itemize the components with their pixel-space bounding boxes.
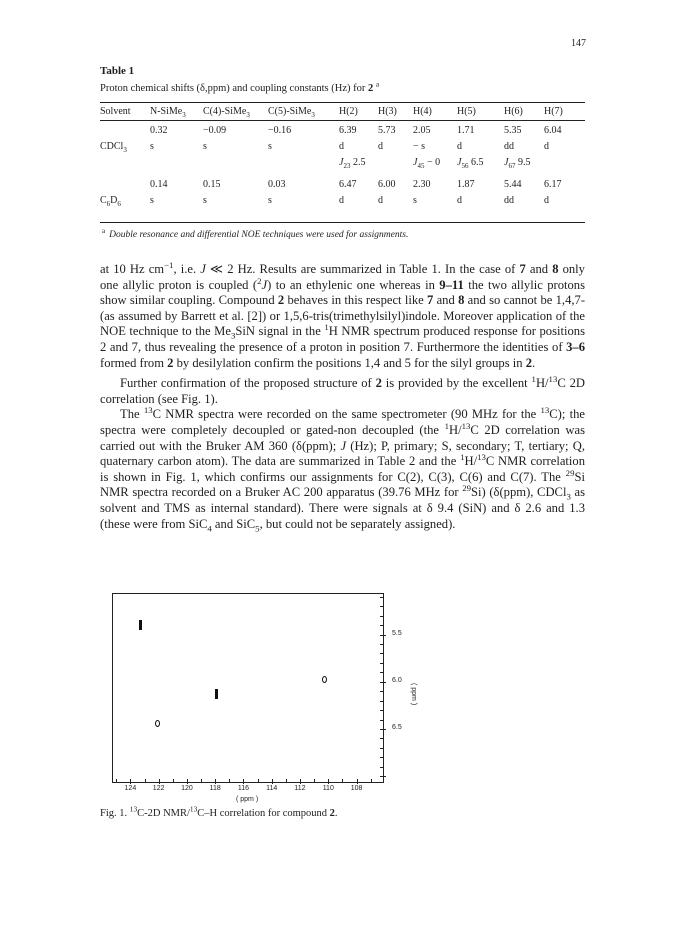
header-h6: H(6) bbox=[504, 106, 523, 117]
y-tick bbox=[380, 701, 383, 702]
table-cell: s bbox=[150, 195, 154, 206]
y-tick bbox=[380, 738, 383, 739]
table-cell: d bbox=[378, 141, 383, 152]
x-tick bbox=[286, 779, 287, 782]
coupling-j67: $J_{67}$ 9.5 bbox=[504, 157, 531, 170]
table-cell: 1.71 bbox=[457, 125, 475, 136]
x-tick-label: 124 bbox=[124, 785, 137, 792]
table-caption: Proton chemical shifts (δ,ppm) and coupling constants (Hz) for 2 $^a$ bbox=[100, 79, 380, 94]
table-cell: 1.87 bbox=[457, 179, 475, 190]
x-tick-label: 112 bbox=[294, 785, 306, 792]
paragraph-2: Further confirmation of the proposed structure of 2 is provided by the excellent $^1$H/$^{13}$C 2D correlation (see Fig. 1). bbox=[100, 373, 585, 406]
solvent-cdcl3: CDCl$_3$ bbox=[100, 141, 127, 154]
table-footnote bbox=[102, 227, 408, 240]
correlation-peak bbox=[155, 720, 160, 727]
table-cell: s bbox=[413, 195, 417, 206]
x-tick-label: 120 bbox=[181, 785, 193, 792]
y-tick-label: 6.5 bbox=[392, 724, 402, 732]
x-tick-label: 122 bbox=[152, 785, 165, 792]
paragraph-3: The $^{13}$C NMR spectra were recorded on the same spectrometer (90 MHz for the $^{13}$C); the spectra were completely decoupled or gated-non decoupled (the $^1$H/$^{13}$C 2D correlation was carried out with the Bruker AM 360 (δ(ppm); J (Hz); P, primary; S, secondary; T, tertiary; Q, quaternary carbon atom). The data are summarized in Table 2 and the $^1$H/$^{13}$C NMR correlation is shown in Fig. 1, which confirms our assignments for C(2), C(3), C(6) and C(7). The $^{29}$Si NMR spectra recorded on a Bruker AC 200 apparatus (39.76 MHz for $^{29}$Si) (δ(ppm), CDCl$_3$ as solvent and TMS as internal standard). There were signals at δ 9.4 (SiN) and δ 2.6 and 1.3 (these were from SiC$_4$ and SiC$_5$, but could not be separately assigned). bbox=[100, 405, 586, 534]
table-cell: d bbox=[544, 141, 549, 152]
header-h2: H(2) bbox=[339, 106, 358, 117]
table-cell: d bbox=[378, 195, 383, 206]
header-h3: H(3) bbox=[378, 106, 397, 117]
x-tick bbox=[187, 779, 188, 784]
y-tick bbox=[380, 644, 383, 645]
x-tick-label: 108 bbox=[350, 785, 363, 792]
y-tick bbox=[380, 691, 383, 692]
x-tick-label: 114 bbox=[266, 785, 278, 792]
y-tick bbox=[380, 729, 386, 730]
x-tick bbox=[229, 779, 230, 782]
header-c4-sime3: C(4)-SiMe$_3$ bbox=[203, 106, 250, 119]
table-cell: 6.39 bbox=[339, 125, 357, 136]
y-tick bbox=[380, 653, 383, 654]
y-tick-label: 6.0 bbox=[392, 676, 402, 684]
table-cell: 0.03 bbox=[268, 179, 286, 190]
table-cell: d bbox=[544, 195, 549, 206]
x-tick bbox=[357, 779, 358, 784]
y-tick bbox=[380, 625, 383, 626]
table-cell: d bbox=[457, 195, 462, 206]
y-tick bbox=[380, 748, 383, 749]
table-cell: 5.44 bbox=[504, 179, 522, 190]
y-tick bbox=[380, 720, 383, 721]
x-tick bbox=[371, 779, 372, 782]
y-tick bbox=[380, 710, 383, 711]
table-cell: dd bbox=[504, 141, 514, 152]
x-tick bbox=[243, 779, 244, 784]
table-cell: 6.17 bbox=[544, 179, 562, 190]
table-cell: 5.35 bbox=[504, 125, 522, 136]
caption-footnote-mark: a bbox=[375, 79, 380, 89]
x-tick bbox=[272, 779, 273, 784]
x-axis-label: ( ppm ) bbox=[236, 796, 259, 803]
table-cell: − s bbox=[413, 141, 426, 152]
x-tick bbox=[328, 779, 329, 784]
footnote-mark: a bbox=[102, 227, 106, 235]
y-axis-label: ( ppm ) bbox=[410, 683, 417, 706]
x-tick bbox=[145, 779, 146, 782]
correlation-peak bbox=[139, 620, 142, 630]
x-tick bbox=[116, 779, 117, 782]
y-tick bbox=[380, 776, 386, 777]
solvent-c6d6: $C_6D_6$ bbox=[100, 195, 121, 208]
body-text bbox=[100, 259, 586, 534]
coupling-j45: $J_{45} - 0$ bbox=[413, 157, 441, 170]
y-tick bbox=[380, 757, 383, 758]
plot-frame bbox=[112, 593, 384, 783]
y-tick bbox=[380, 616, 383, 617]
table-cell: s bbox=[203, 195, 207, 206]
table-cell: −0.16 bbox=[268, 125, 292, 136]
table-cell: 0.14 bbox=[150, 179, 168, 190]
nmr-correlation-plot bbox=[112, 593, 417, 803]
footnote-text: Double resonance and differential NOE techniques were used for assignments. bbox=[109, 230, 409, 241]
coupling-j56: $J_{56}$ 6.5 bbox=[457, 157, 484, 170]
x-tick bbox=[159, 779, 160, 784]
table-cell: 6.04 bbox=[544, 125, 562, 136]
coupling-j23: $J_{23}$ 2.5 bbox=[339, 157, 366, 170]
y-tick bbox=[380, 672, 383, 673]
table-cell: s bbox=[150, 141, 154, 152]
table-cell: s bbox=[268, 141, 272, 152]
table-cell: s bbox=[268, 195, 272, 206]
x-tick-label: 110 bbox=[322, 785, 334, 792]
table-cell: 2.05 bbox=[413, 125, 431, 136]
table-cell: 6.00 bbox=[378, 179, 396, 190]
header-h4: H(4) bbox=[413, 106, 432, 117]
table-label: Table 1 bbox=[100, 65, 135, 77]
y-tick bbox=[380, 767, 383, 768]
x-tick-label: 118 bbox=[209, 785, 221, 792]
x-tick bbox=[258, 779, 259, 782]
header-n-sime3: N-SiMe$_3$ bbox=[150, 106, 186, 119]
header-h5: H(5) bbox=[457, 106, 476, 117]
y-tick-label: 5.5 bbox=[392, 629, 402, 637]
correlation-peak bbox=[322, 676, 327, 683]
table-cell: d bbox=[339, 195, 344, 206]
x-tick-label: 116 bbox=[237, 785, 250, 792]
page-number: 147 bbox=[571, 38, 586, 49]
x-tick bbox=[130, 779, 131, 784]
table-cell: 2.30 bbox=[413, 179, 431, 190]
table-cell: −0.09 bbox=[203, 125, 227, 136]
x-tick bbox=[342, 779, 343, 782]
table-cell: 0.15 bbox=[203, 179, 221, 190]
header-h7: H(7) bbox=[544, 106, 563, 117]
correlation-peak bbox=[215, 689, 218, 699]
table-cell: s bbox=[203, 141, 207, 152]
header-solvent: Solvent bbox=[100, 106, 131, 117]
x-tick bbox=[173, 779, 174, 782]
y-tick bbox=[380, 606, 383, 607]
table-cell: 0.32 bbox=[150, 125, 168, 136]
y-tick bbox=[380, 597, 383, 598]
x-tick bbox=[314, 779, 315, 782]
table-cell: 5.73 bbox=[378, 125, 396, 136]
x-tick bbox=[215, 779, 216, 784]
y-tick bbox=[380, 682, 386, 683]
header-c5-sime3: C(5)-SiMe$_3$ bbox=[268, 106, 315, 119]
x-tick bbox=[201, 779, 202, 782]
paragraph-1: at 10 Hz $cm^{-1}$, i.e. J ≪ 2 Hz. Results are summarized in Table 1. In the case of 7 and 8 only one allylic proton is coupled ($^2$J) to an ethylenic one whereas in 9–11 the two allylic protons show similar coupling. Compound 2 behaves in this respect like 7 and 8 and so cannot be 1,4,7- (as assumed by Barrett et al. [2]) or 1,5,6-tris(trimethylsilyl)indole. Moreover application of the NOE technique to the $Me_3SiN$ signal in the $^1$H NMR spectrum produced response for positions 2 and 7, thus revealing the presence of a proton in position 7. Furthermore the identities of 3–6 formed from 2 by desilylation confirm the positions 1,4 and 5 for the silyl groups in 2. bbox=[100, 259, 586, 370]
table-cell: d bbox=[457, 141, 462, 152]
x-tick bbox=[300, 779, 301, 784]
y-tick bbox=[380, 663, 383, 664]
table-cell: 6.47 bbox=[339, 179, 357, 190]
figure-caption: Fig. 1. $^{13}$C-2D NMR/$^{13}$C–H correlation for compound 2. bbox=[100, 804, 338, 819]
y-tick bbox=[380, 635, 386, 636]
table-cell: dd bbox=[504, 195, 514, 206]
table-cell: d bbox=[339, 141, 344, 152]
